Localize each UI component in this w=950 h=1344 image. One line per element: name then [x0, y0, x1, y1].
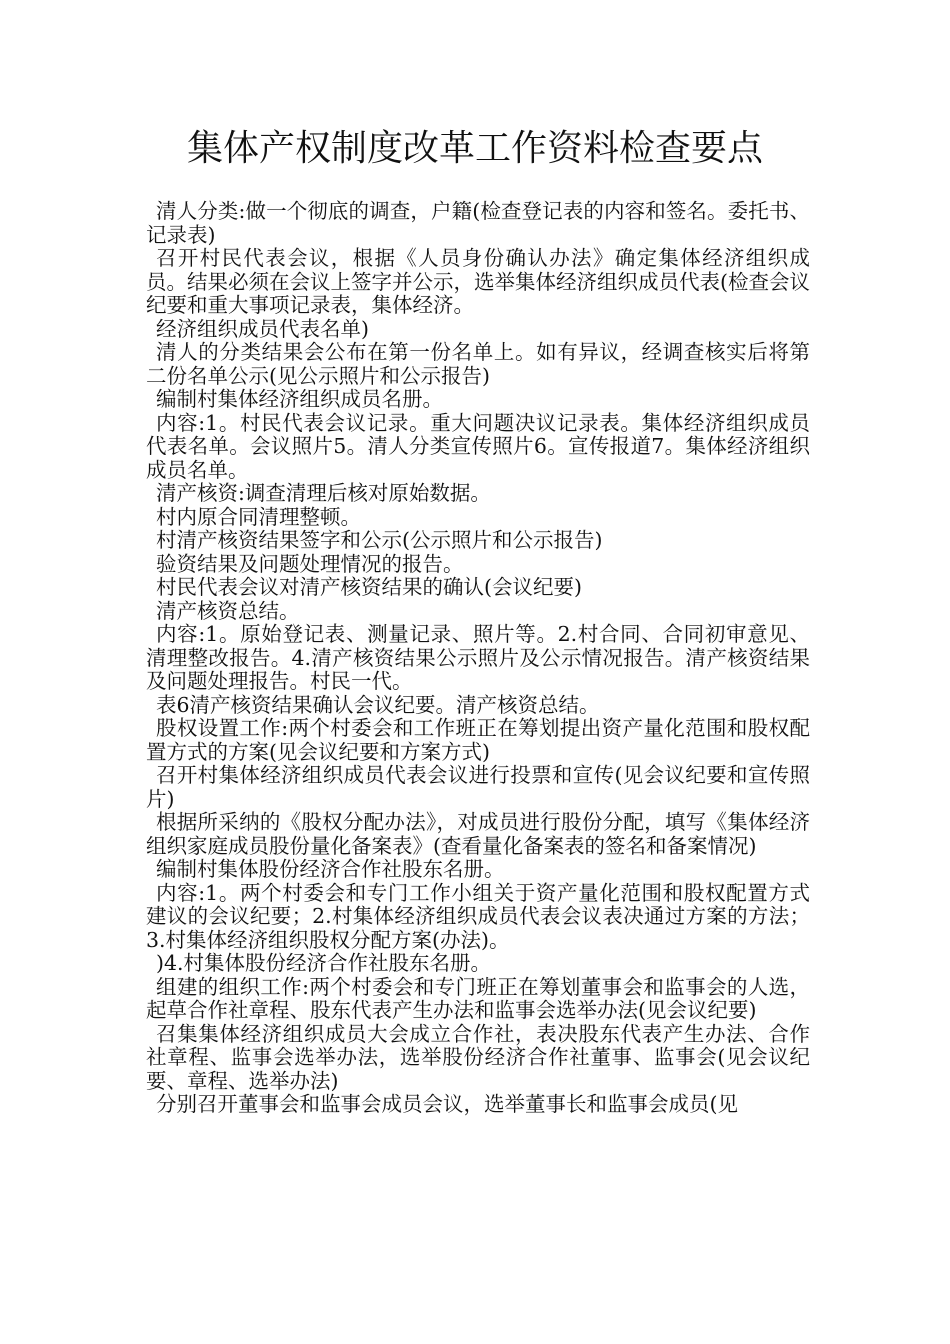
- paragraph: 召集集体经济组织成员大会成立合作社，表决股东代表产生办法、合作社章程、监事会选举办法，选举股份经济合作社董事、监事会(见会议纪要、章程、选举办法): [146, 1021, 810, 1093]
- document-title: 集体产权制度改革工作资料检查要点: [186, 128, 763, 169]
- paragraph: 内容:1。两个村委会和专门工作小组关于资产量化范围和股权配置方式建议的会议纪要；2.村集体经济组织成员代表会议表决通过方案的方法；3.村集体经济组织股权分配方案(办法)。: [146, 880, 810, 952]
- paragraph: 召开村民代表会议，根据《人员身份确认办法》确定集体经济组织成员。结果必须在会议上签字并公示，选举集体经济组织成员代表(检查会议纪要和重大事项记录表，集体经济。: [146, 246, 810, 317]
- paragraph: 清人的分类结果会公布在第一份名单上。如有异议，经调查核实后将第二份名单公示(见公示照片和公示报告): [146, 340, 810, 388]
- paragraph: 根据所采纳的《股权分配办法》，对成员进行股份分配，填写《集体经济组织家庭成员股份量化备案表》(查看量化备案表的签名和备案情况): [146, 810, 810, 858]
- paragraph: 村清产核资结果签字和公示(公示照片和公示报告): [156, 528, 603, 552]
- paragraph: 表6清产核资结果确认会议纪要。清产核资总结。: [156, 692, 600, 717]
- paragraph: 编制村集体股份经济合作社股东名册。: [156, 857, 505, 881]
- paragraph: 清人分类:做一个彻底的调查，户籍(检查登记表的内容和签名。委托书、记录表): [146, 199, 810, 247]
- paragraph: 股权设置工作:两个村委会和工作班正在筹划提出资产量化范围和股权配置方式的方案(见会议纪要和方案方式): [146, 716, 810, 764]
- document-body: [146, 200, 810, 1117]
- paragraph: 经济组织成员代表名单): [156, 316, 369, 341]
- paragraph: 召开村集体经济组织成员代表会议进行投票和宣传(见会议纪要和宣传照片): [146, 763, 810, 811]
- paragraph: 内容:1。村民代表会议记录。重大问题决议记录表。集体经济组织成员代表名单。会议照片5。清人分类宣传照片6。宣传报道7。集体经济组织成员名单。: [146, 410, 810, 482]
- paragraph: 验资结果及问题处理情况的报告。: [156, 551, 464, 576]
- paragraph: 内容:1。原始登记表、测量记录、照片等。2.村合同、合同初审意见、清理整改报告。4.清产核资结果公示照片及公示情况报告。清产核资结果及问题处理报告。村民一代。: [146, 622, 810, 693]
- paragraph: 分别召开董事会和监事会成员会议，选举董事长和监事会成员(见: [156, 1092, 738, 1116]
- paragraph: 组建的组织工作:两个村委会和专门班正在筹划董事会和监事会的人选，起草合作社章程、股东代表产生办法和监事会选举办法(见会议纪要): [146, 974, 810, 1022]
- paragraph: )4.村集体股份经济合作社股东名册。: [156, 951, 492, 975]
- paragraph: 村民代表会议对清产核资结果的确认(会议纪要): [156, 575, 582, 599]
- paragraph: 编制村集体经济组织成员名册。: [156, 387, 443, 411]
- paragraph: 清产核资:调查清理后核对原始数据。: [156, 481, 491, 505]
- paragraph: 清产核资总结。: [156, 598, 300, 623]
- paragraph: 村内原合同清理整顿。: [156, 504, 361, 529]
